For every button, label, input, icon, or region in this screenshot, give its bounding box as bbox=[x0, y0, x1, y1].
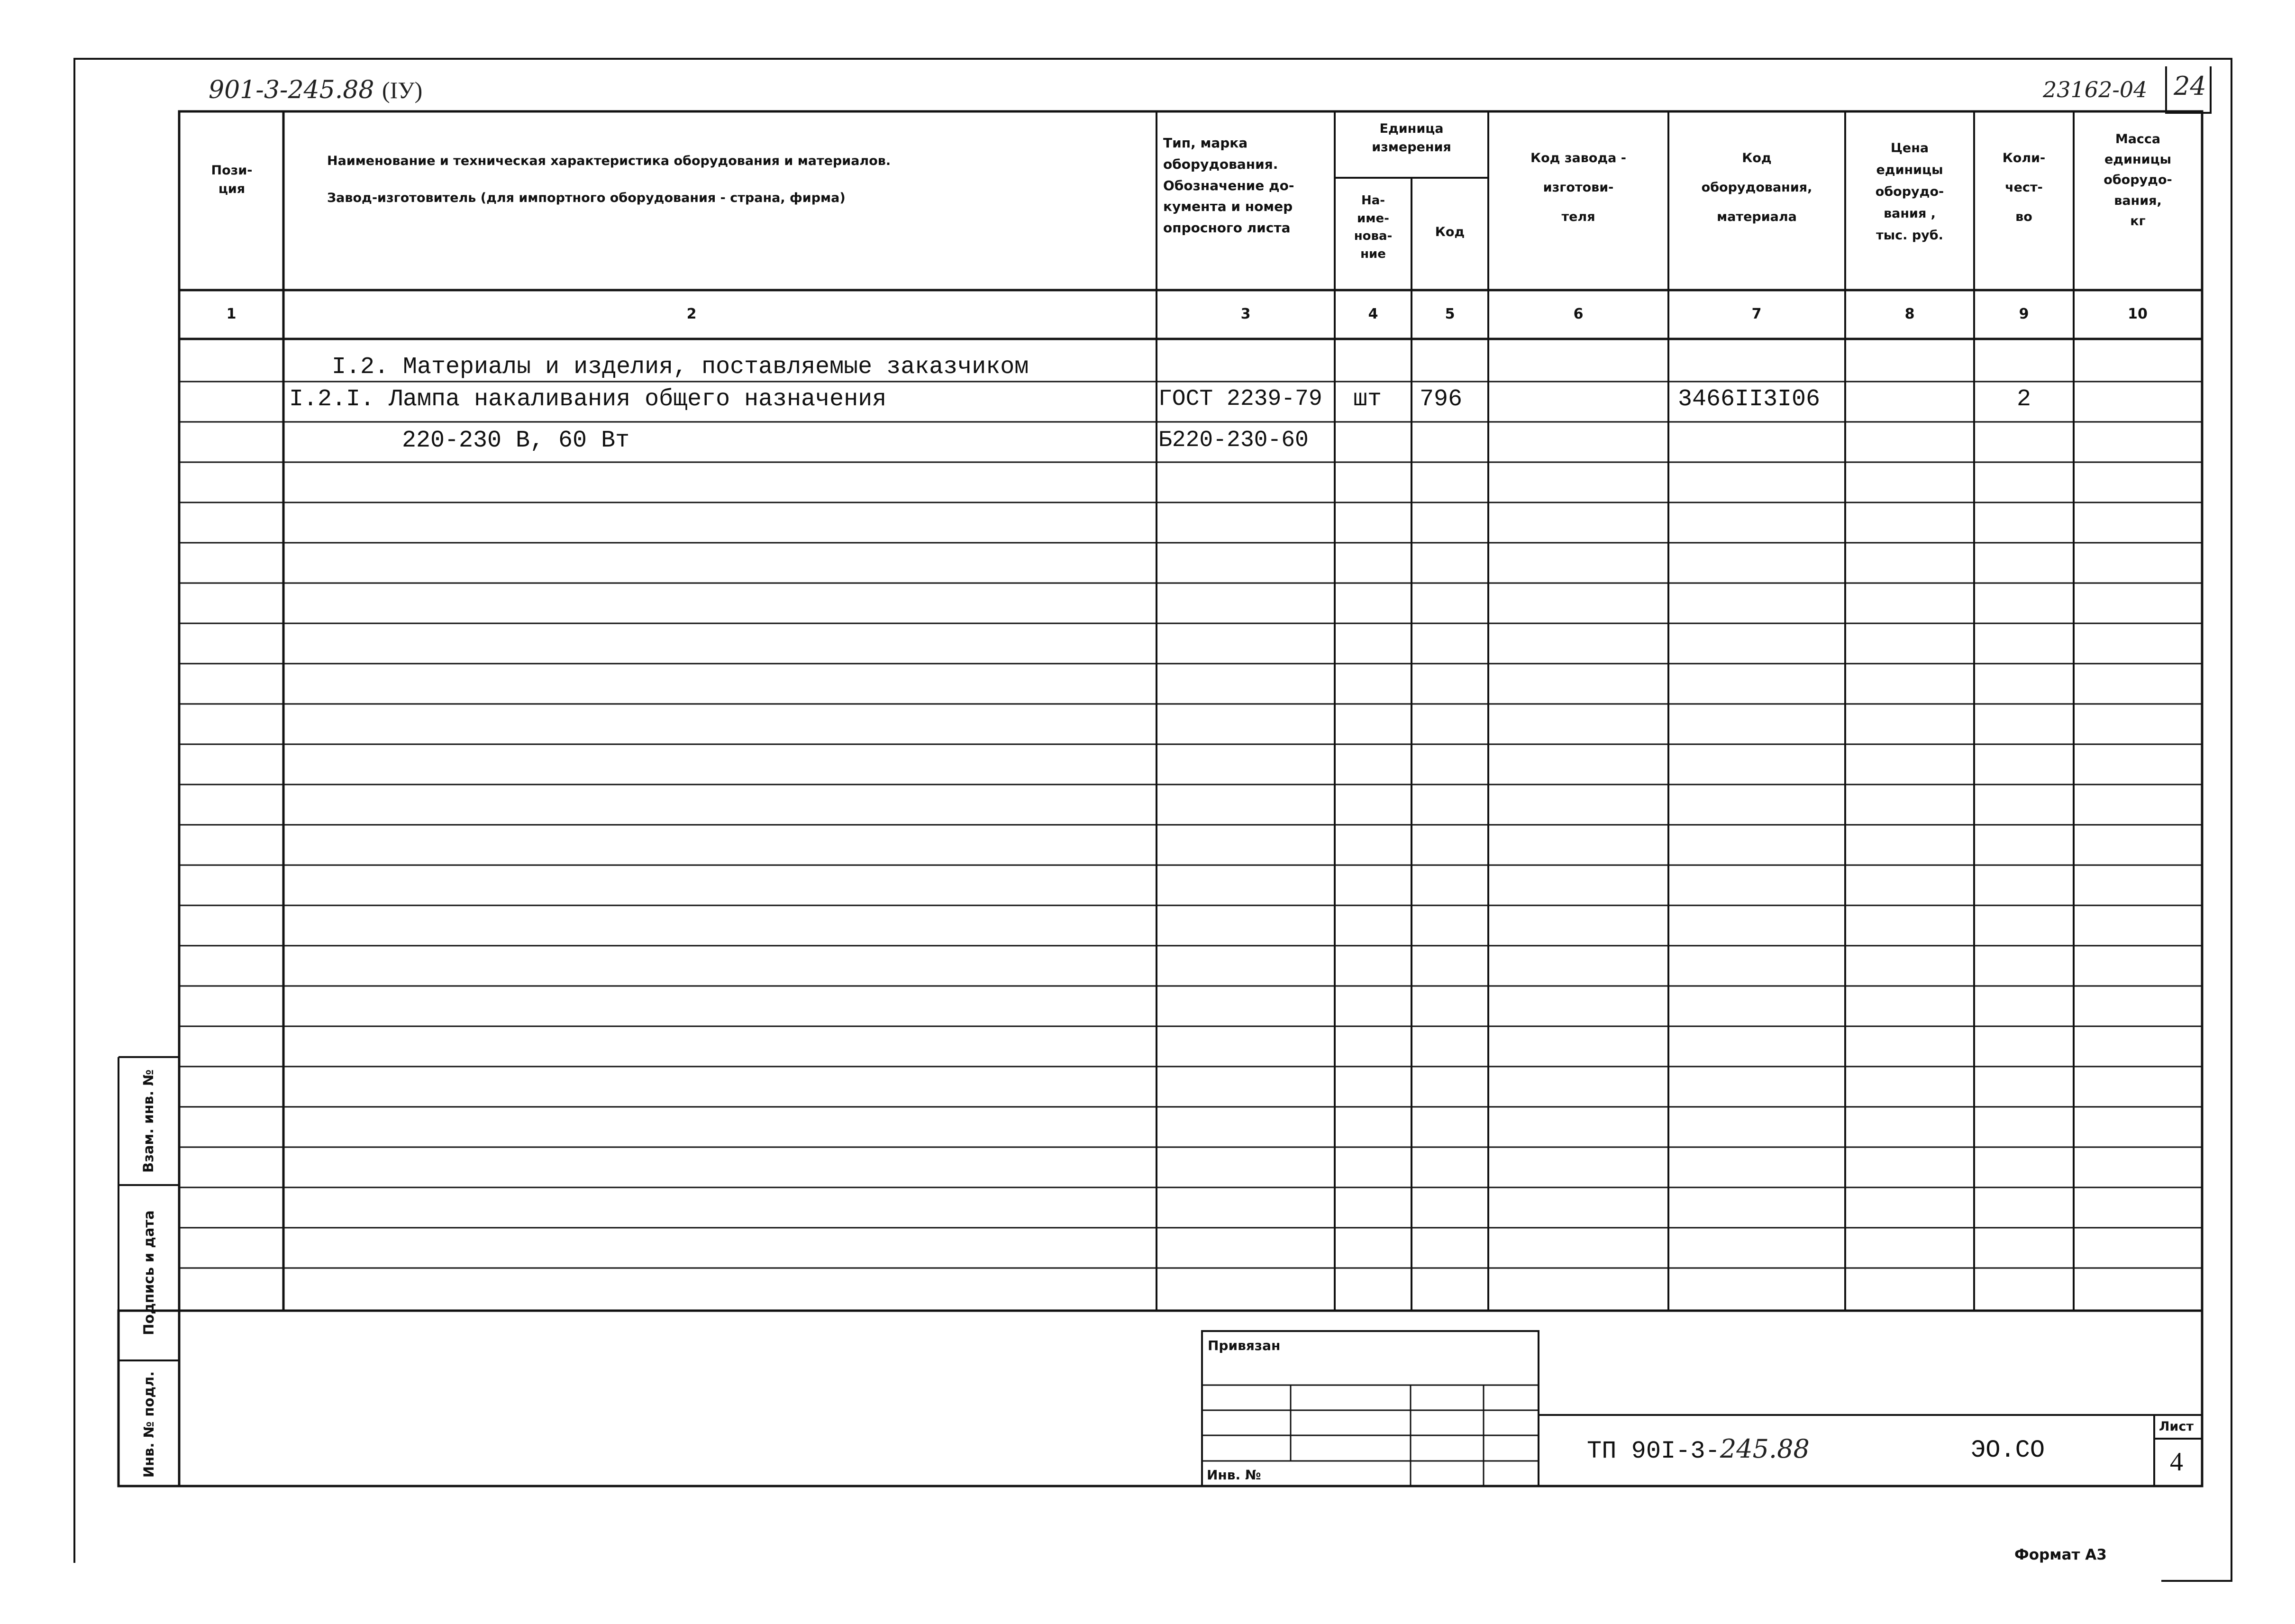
doc-ref-suffix: (IУ) bbox=[382, 77, 423, 103]
col-num-9: 9 bbox=[2019, 306, 2029, 322]
col-header-type: Тип, марка оборудования. Обозначение до- кумента и номер опросного листа bbox=[1163, 135, 1294, 236]
col-num-3: 3 bbox=[1240, 306, 1251, 322]
col-header-name: Наименование и техническая характеристика оборудования и материалов. Завод-изготовитель (для импортного оборудования - страна, фирма) bbox=[327, 154, 891, 206]
row-2-name: I.2.I. Лампа накаливания общего назначения bbox=[289, 386, 887, 413]
col-num-1: 1 bbox=[226, 306, 237, 322]
format-label: Формат А3 bbox=[2014, 1546, 2107, 1563]
doc-designation bbox=[1587, 1434, 1810, 1465]
side-label-inv-original: Инв. № подл. bbox=[141, 1371, 157, 1478]
col-header-factory-code: Код завода - изготови- теля bbox=[1530, 151, 1626, 225]
row-2-unit: шт bbox=[1353, 386, 1382, 413]
row-2-type: ГОСТ 2239-79 bbox=[1158, 386, 1322, 412]
sheet-label: Лист bbox=[2159, 1419, 2194, 1434]
col-header-quantity: Коли- чест- во bbox=[2002, 151, 2046, 225]
sheet-number: 4 bbox=[2170, 1447, 2183, 1477]
doc-code: ЭО.СО bbox=[1971, 1436, 2045, 1464]
doc-ref-number: 901-3-245.88 bbox=[209, 76, 374, 104]
row-2-quantity: 2 bbox=[2017, 386, 2031, 413]
col-num-8: 8 bbox=[1904, 306, 1915, 322]
doc-designation-prefix: ТП 90I-3- bbox=[1587, 1437, 1720, 1465]
row-1-name: I.2. Материалы и изделия, поставляемые заказчиком bbox=[332, 354, 1029, 381]
col-header-price: Цена единицы оборудо- вания , тыс. руб. bbox=[1875, 141, 1944, 243]
side-label-sign-date: Подпись и дата bbox=[141, 1210, 157, 1335]
col-num-2: 2 bbox=[686, 306, 697, 322]
col-header-position: Пози- ция bbox=[211, 163, 253, 197]
doc-designation-number: 245.88 bbox=[1720, 1434, 1810, 1464]
row-2-unit-code: 796 bbox=[1420, 386, 1463, 413]
col-num-6: 6 bbox=[1573, 306, 1584, 322]
row-3-name: 220-230 В, 60 Вт bbox=[402, 427, 630, 454]
stamp-inv-no: Инв. № bbox=[1207, 1467, 1261, 1483]
col-header-material-code: Код оборудования, материала bbox=[1701, 151, 1812, 225]
page-corner-number: 24 bbox=[2174, 71, 2206, 101]
archive-code: 23162-04 bbox=[2043, 77, 2148, 102]
col-header-unit-name: На- име- нова- ние bbox=[1354, 193, 1393, 262]
col-num-4: 4 bbox=[1368, 306, 1378, 322]
col-num-10: 10 bbox=[2128, 306, 2148, 322]
stamp-attached: Привязан bbox=[1208, 1338, 1281, 1353]
col-num-7: 7 bbox=[1751, 306, 1762, 322]
col-num-5: 5 bbox=[1445, 306, 1455, 322]
side-label-inv-replace: Взам. инв. № bbox=[140, 1069, 156, 1173]
col-header-mass: Масса единицы оборудо- вания, кг bbox=[2104, 132, 2172, 228]
col-header-unit-code: Код bbox=[1435, 225, 1465, 239]
row-3-type: Б220-230-60 bbox=[1158, 428, 1309, 453]
row-2-material-code: 3466II3I06 bbox=[1678, 386, 1821, 413]
col-header-unit-group: Единица измерения bbox=[1372, 121, 1451, 155]
